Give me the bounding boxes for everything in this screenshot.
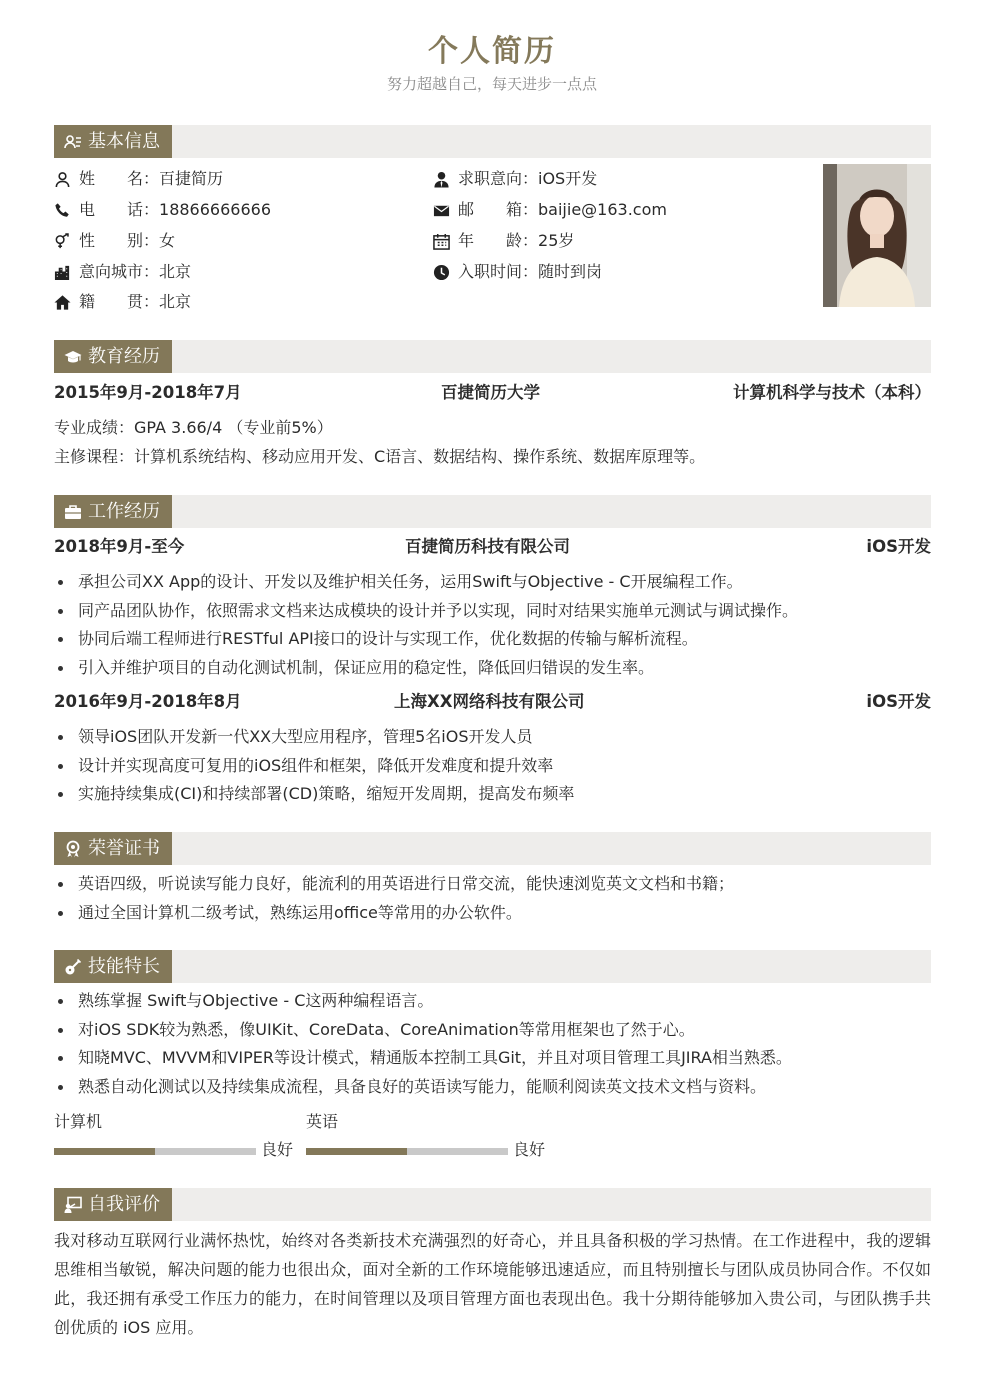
- section-skills: [54, 950, 931, 983]
- list-item: 熟练掌握 Swift与Objective - C这两种编程语言。: [54, 987, 931, 1016]
- calendar-icon: [433, 233, 450, 250]
- gender-label: 性 别：: [79, 231, 160, 250]
- section-work: [54, 495, 931, 528]
- work-1-duties: [54, 568, 931, 682]
- skill-bar-2: [306, 1148, 508, 1155]
- skill-bar-2-fill: [306, 1148, 407, 1155]
- name-label: 姓 名：: [79, 169, 160, 188]
- list-item: 通过全国计算机二级考试，熟练运用office等常用的办公软件。: [54, 899, 931, 928]
- skill-bar-1-level: 良好: [261, 1140, 294, 1159]
- mail-icon: [433, 202, 450, 219]
- name-value: 百捷简历: [159, 169, 224, 188]
- age-label: 年 龄：: [458, 231, 539, 250]
- list-item: 实施持续集成(CI)和持续部署(CD)策略，缩短开发周期，提高发布频率: [54, 780, 931, 809]
- list-item: 领导iOS团队开发新一代XX大型应用程序，管理5名iOS开发人员: [54, 723, 931, 752]
- skill-bar-1-name: 计算机: [54, 1112, 103, 1131]
- phone-value: 18866666666: [159, 200, 271, 219]
- edu-score: 专业成绩：GPA 3.66/4 （专业前5%）: [54, 418, 333, 437]
- self-eval-text: 我对移动互联网行业满怀热忱，始终对各类新技术充满强烈的好奇心，并且具备积极的学习热情。在工作进程中，我的逻辑思维相当敏锐，解决问题的能力也很出众，面对全新的工作环境能够迅速适应，而且特别擅长与团队成员协同合作。不仅如此，我还拥有承受工作压力的能力，在时间管理以及项目管理方面也表现出色。我十分期待能够加入贵公司，与团队携手共创优质的 iOS 应用。: [54, 1231, 931, 1337]
- list-item: 同产品团队协作，依照需求文档来达成模块的设计并予以实现，同时对结果实施单元测试与调试操作。: [54, 597, 931, 626]
- skills-list: [54, 987, 931, 1101]
- phone-icon: [54, 202, 71, 219]
- info-gender: [54, 230, 175, 252]
- city-icon: [54, 264, 71, 281]
- resume-title: 个人简历: [428, 34, 556, 69]
- section-work-label: [54, 495, 172, 528]
- guitar-icon: [64, 958, 82, 976]
- edu-period: 2015年9月-2018年7月: [54, 383, 242, 402]
- home-icon: [54, 294, 71, 311]
- work-2-company: 上海XX网络科技有限公司: [394, 692, 585, 711]
- section-skills-label: [54, 950, 172, 983]
- section-self-label: [54, 1188, 172, 1221]
- section-honors-label: [54, 832, 172, 865]
- presenter-icon: [64, 1196, 82, 1214]
- skill-bar-1: [54, 1148, 256, 1155]
- skill-bar-1-fill: [54, 1148, 155, 1155]
- work-1-role: iOS开发: [866, 537, 931, 556]
- section-honors-title: 荣誉证书: [88, 838, 160, 859]
- info-name: [54, 168, 223, 190]
- work-2-duties: [54, 723, 931, 809]
- gender-icon: [54, 233, 71, 250]
- info-phone: [54, 199, 271, 221]
- list-item: 引入并维护项目的自动化测试机制，保证应用的稳定性，降低回归错误的发生率。: [54, 654, 931, 683]
- start-label: 入职时间：: [458, 262, 539, 281]
- section-self-title: 自我评价: [88, 1194, 160, 1215]
- section-basic-title: 基本信息: [88, 131, 160, 152]
- list-item: 协同后端工程师进行RESTful API接口的设计与实现工作，优化数据的传输与解析流程。: [54, 625, 931, 654]
- email-label: 邮 箱：: [458, 200, 539, 219]
- email-value: baijie@163.com: [538, 200, 667, 219]
- job-value: iOS开发: [538, 169, 598, 188]
- age-value: 25岁: [538, 231, 575, 250]
- list-item: 设计并实现高度可复用的iOS组件和框架，降低开发难度和提升效率: [54, 752, 931, 781]
- section-self-eval: [54, 1188, 931, 1221]
- section-basic-info: [54, 125, 931, 158]
- list-item: 承担公司XX App的设计、开发以及维护相关任务，运用Swift与Objective - C开展编程工作。: [54, 568, 931, 597]
- work-2-role: iOS开发: [866, 692, 931, 711]
- profile-photo: [823, 164, 931, 307]
- info-city: [54, 261, 191, 283]
- section-education-label: [54, 340, 172, 373]
- phone-label: 电 话：: [79, 200, 160, 219]
- clock-icon: [433, 264, 450, 281]
- section-honors: [54, 832, 931, 865]
- city-value: 北京: [159, 262, 192, 281]
- skill-bar-2-level: 良好: [513, 1140, 546, 1159]
- work-1-period: 2018年9月-至今: [54, 537, 185, 556]
- section-work-title: 工作经历: [88, 501, 160, 522]
- edu-courses: 主修课程：计算机系统结构、移动应用开发、C语言、数据结构、操作系统、数据库原理等。: [54, 447, 706, 466]
- honors-list: [54, 870, 931, 927]
- user-card-icon: [64, 133, 82, 151]
- info-email: [433, 199, 667, 221]
- job-label: 求职意向：: [458, 169, 539, 188]
- section-education-title: 教育经历: [88, 346, 160, 367]
- list-item: 熟悉自动化测试以及持续集成流程，具备良好的英语读写能力，能顺利阅读英文技术文档与资料。: [54, 1073, 931, 1102]
- list-item: 知晓MVC、MVVM和VIPER等设计模式，精通版本控制工具Git，并且对项目管理工具JIRA相当熟悉。: [54, 1044, 931, 1073]
- origin-label: 籍 贯：: [79, 292, 160, 311]
- info-age: [433, 230, 574, 252]
- job-seeker-icon: [433, 171, 450, 188]
- section-skills-title: 技能特长: [88, 956, 160, 977]
- list-item: 对iOS SDK较为熟悉，像UIKit、CoreData、CoreAnimation等常用框架也了然于心。: [54, 1016, 931, 1045]
- info-job: [433, 168, 597, 190]
- person-icon: [54, 171, 71, 188]
- section-education: [54, 340, 931, 373]
- work-2-period: 2016年9月-2018年8月: [54, 692, 242, 711]
- section-basic-label: [54, 125, 172, 158]
- city-label: 意向城市：: [79, 262, 160, 281]
- info-start: [433, 261, 602, 283]
- edu-major: 计算机科学与技术（本科）: [733, 383, 931, 402]
- work-1-company: 百捷简历科技有限公司: [405, 537, 570, 556]
- start-value: 随时到岗: [538, 262, 603, 281]
- list-item: 英语四级，听说读写能力良好，能流利的用英语进行日常交流，能快速浏览英文文档和书籍；: [54, 870, 931, 899]
- graduation-cap-icon: [64, 348, 82, 366]
- resume-subtitle: 努力超越自己，每天进步一点点: [386, 75, 597, 93]
- edu-school: 百捷简历大学: [441, 383, 540, 402]
- award-icon: [64, 840, 82, 858]
- gender-value: 女: [159, 231, 176, 250]
- briefcase-icon: [64, 503, 82, 521]
- origin-value: 北京: [159, 292, 192, 311]
- skill-bar-2-name: 英语: [306, 1112, 339, 1131]
- info-origin: [54, 291, 191, 313]
